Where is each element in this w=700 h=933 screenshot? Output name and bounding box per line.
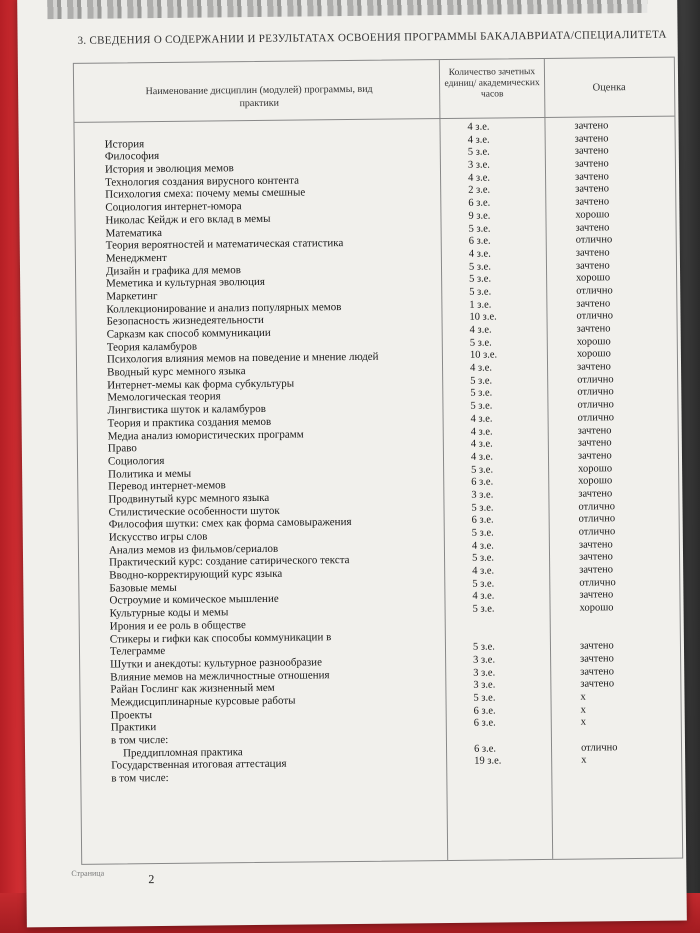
credit-units: 4 з.е.: [470, 438, 493, 450]
discipline-name: Проекты: [110, 708, 153, 722]
credit-units: 6 з.е.: [473, 717, 496, 730]
grade-value: отлично: [576, 310, 614, 322]
discipline-name: Государственная итоговая аттестация: [111, 758, 287, 772]
document-page: [17, 0, 687, 927]
grade-value: отлично: [575, 234, 613, 246]
header-grade: Оценка: [592, 82, 626, 94]
discipline-name: Технология создания вирусного контента: [105, 174, 299, 189]
grade-value: хорошо: [575, 209, 610, 221]
table-header: [74, 58, 675, 123]
credit-units: 3 з.е.: [471, 489, 494, 501]
grade-value: х: [581, 754, 587, 766]
discipline-name: Политика и мемы: [108, 467, 192, 481]
credit-units: 5 з.е.: [473, 692, 496, 704]
discipline-name: Стилистические особенности шуток: [108, 504, 280, 519]
discipline-name: Перевод интернет-мемов: [108, 479, 226, 493]
discipline-name: История и эволюция мемов: [104, 162, 234, 176]
header-credits: Количество зачетных единиц/ академических часов: [444, 67, 540, 100]
credit-units: 4 з.е.: [472, 565, 495, 577]
grade-value: зачтено: [574, 120, 609, 132]
discipline-name: Райан Гослинг как жизненный мем: [110, 682, 275, 696]
grade-value: хорошо: [576, 348, 611, 361]
discipline-name: Телеграмме: [109, 645, 166, 658]
grade-value: [581, 767, 671, 768]
grade-value: [580, 627, 670, 628]
discipline-name: Николас Кейдж и его вклад в мемы: [105, 212, 271, 227]
header-discipline: Наименование дисциплин (модулей) программы, вид практики: [145, 83, 373, 110]
credit-units: 5 з.е.: [472, 641, 495, 653]
credit-units: 3 з.е.: [473, 667, 496, 679]
discipline-name: Анализ мемов из фильмов/сериалов: [108, 542, 279, 557]
discipline-name: Психология смеха: почему мемы смешные: [105, 186, 306, 202]
grades-table: [73, 57, 683, 865]
credit-units: 5 з.е.: [468, 223, 491, 235]
discipline-name: Математика: [105, 226, 162, 240]
discipline-name: Преддипломная практика: [123, 745, 243, 760]
grade-value: зачтено: [574, 145, 609, 158]
grade-value: отлично: [580, 741, 618, 754]
credit-units: 5 з.е.: [468, 261, 491, 273]
grade-value: зачтено: [576, 361, 611, 373]
discipline-name: Культурные коды и мемы: [109, 606, 229, 620]
grade-value: зачтено: [578, 488, 613, 500]
grade-value: зачтено: [575, 171, 609, 183]
discipline-name: Ирония и ее роль в обществе: [109, 618, 246, 633]
credit-units: 5 з.е.: [471, 502, 494, 514]
grade-value: зачтено: [578, 538, 613, 551]
grade-value: хорошо: [578, 462, 613, 475]
credit-units: 4 з.е.: [467, 121, 490, 133]
grade-value: отлично: [577, 412, 615, 424]
credit-units: 5 з.е.: [467, 146, 490, 159]
credit-units: 4 з.е.: [472, 590, 495, 603]
discipline-name: Дизайн и графика для мемов: [105, 263, 241, 278]
credit-units: 4 з.е.: [469, 362, 493, 374]
credit-units: 6 з.е.: [473, 705, 496, 717]
credit-units: 5 з.е.: [470, 400, 493, 412]
grade-value: зачтено: [578, 551, 613, 564]
discipline-name: Теория каламбуров: [106, 340, 198, 354]
page-label: Страница: [71, 868, 105, 878]
discipline-name: Медиа анализ юмористических программ: [107, 428, 304, 443]
discipline-name: Мемологическая теория: [107, 390, 221, 404]
credit-units: 5 з.е.: [469, 337, 492, 349]
credit-units: 3 з.е.: [467, 159, 490, 171]
grade-value: зачтено: [575, 221, 610, 234]
credit-units: 4 з.е.: [470, 413, 493, 425]
credit-units: [474, 730, 554, 731]
credit-units: 5 з.е.: [471, 552, 495, 565]
credit-units: 19 з.е.: [474, 755, 502, 768]
credit-units: 5 з.е.: [470, 387, 493, 400]
discipline-name: Вводно-корректирующий курс языка: [109, 567, 283, 582]
grade-value: хорошо: [578, 475, 613, 487]
grade-value: х: [580, 691, 586, 703]
discipline-name: Вводный курс мемного языка: [107, 365, 246, 379]
grade-value: отлично: [577, 399, 614, 411]
credit-units: 5 з.е.: [469, 286, 492, 298]
discipline-name: Интернет-мемы как форма субкультуры: [107, 377, 295, 392]
credit-units: 6 з.е.: [471, 476, 494, 489]
credit-units: 10 з.е.: [469, 311, 497, 324]
credit-units: 6 з.е.: [471, 514, 494, 527]
discipline-name: Стикеры и гифки как способы коммуникации в: [109, 630, 332, 646]
discipline-name: Практический курс: создание сатирического текста: [109, 554, 350, 569]
grade-value: хорошо: [576, 335, 611, 348]
discipline-name: Менеджмент: [105, 251, 167, 265]
credit-units: 4 з.е.: [470, 426, 493, 438]
grade-value: зачтено: [576, 297, 611, 310]
credit-units: 5 з.е.: [470, 375, 493, 387]
grade-value: [581, 729, 671, 730]
credit-units: 4 з.е.: [468, 172, 491, 184]
credit-units: [474, 768, 554, 769]
grade-value: зачтено: [580, 678, 615, 690]
grade-value: хорошо: [579, 602, 614, 614]
discipline-name: Маркетинг: [106, 289, 158, 303]
grade-value: отлично: [578, 526, 616, 538]
credit-units: 5 з.е.: [469, 273, 492, 286]
decorative-border: [47, 0, 647, 19]
discipline-name: Остроумие и комическое мышление: [109, 593, 279, 607]
discipline-name: Безопасность жизнедеятельности: [106, 314, 264, 328]
grade-value: зачтено: [580, 665, 615, 678]
credit-units: [473, 616, 553, 617]
grade-value: зачтено: [577, 450, 612, 462]
grade-value: х: [580, 704, 586, 716]
grade-value: отлично: [578, 513, 616, 525]
grade-value: зачтено: [577, 437, 612, 449]
credit-units: 4 з.е.: [470, 451, 493, 463]
table-body: [74, 120, 681, 786]
grade-value: [580, 614, 670, 615]
discipline-name: Практики: [110, 721, 157, 734]
discipline-name: Шутки и анекдоты: культурное разнообразие: [110, 656, 322, 671]
grade-value: отлично: [576, 285, 613, 297]
grade-value: хорошо: [576, 272, 611, 284]
grade-value: х: [580, 716, 587, 728]
credit-units: [473, 628, 553, 629]
credit-units: 4 з.е.: [467, 134, 490, 146]
grade-value: зачтено: [574, 158, 609, 170]
discipline-name: Философия: [104, 150, 160, 163]
discipline-name: Базовые мемы: [109, 581, 177, 595]
grade-value: зачтено: [575, 247, 610, 259]
credit-units: 10 з.е.: [469, 349, 498, 362]
credit-units: 5 з.е.: [471, 464, 494, 476]
credit-units: 6 з.е.: [468, 197, 491, 209]
discipline-name: Междисциплинарные курсовые работы: [110, 694, 296, 709]
discipline-name: Теория вероятностей и математическая статистика: [105, 237, 344, 252]
grade-value: зачтено: [577, 424, 612, 437]
grade-value: зачтено: [574, 132, 609, 145]
grade-value: отлично: [577, 386, 614, 399]
credit-units: 5 з.е.: [471, 527, 494, 539]
discipline-name: Искусство игры слов: [108, 530, 208, 544]
discipline-name: Психология влияния мемов на поведение и мнение людей: [106, 351, 379, 366]
grade-value: зачтено: [580, 653, 614, 665]
discipline-name: в том числе:: [110, 733, 169, 747]
credit-units: 4 з.е.: [471, 540, 494, 552]
grade-value: зачтено: [576, 323, 611, 335]
page-number: 2: [148, 872, 155, 887]
credit-units: 6 з.е.: [473, 743, 497, 755]
discipline-name: Философия шутки: смех как форма самовыражения: [108, 516, 352, 531]
credit-units: 9 з.е.: [468, 210, 491, 222]
credit-units: 4 з.е.: [469, 324, 492, 336]
discipline-name: Коллекционирование и анализ популярных мемов: [106, 300, 342, 316]
grade-value: зачтено: [579, 564, 614, 576]
discipline-name: Продвинутый курс мемного языка: [108, 491, 270, 506]
grade-value: зачтено: [575, 259, 610, 272]
credit-units: 6 з.е.: [468, 235, 491, 247]
grade-value: отлично: [579, 576, 616, 589]
discipline-name: Социология интернет-юмора: [105, 200, 242, 214]
credit-units: 5 з.е.: [472, 603, 495, 615]
credit-units: 3 з.е.: [473, 679, 496, 691]
discipline-name: Право: [107, 442, 137, 455]
discipline-name: Социология: [107, 454, 165, 468]
discipline-name: История: [104, 137, 145, 151]
discipline-name: Меметика и культурная эволюция: [106, 276, 265, 290]
credit-units: 5 з.е.: [472, 578, 495, 590]
credit-units: 2 з.е.: [468, 184, 491, 197]
section-title: 3. СВЕДЕНИЯ О СОДЕРЖАНИИ И РЕЗУЛЬТАТАХ ОСВОЕНИЯ ПРОГРАММЫ БАКАЛАВРИАТА/СПЕЦИАЛИТЕТА: [77, 28, 667, 47]
credit-units: 1 з.е.: [469, 299, 492, 311]
credit-units: 4 з.е.: [468, 248, 491, 260]
grade-value: зачтено: [579, 589, 614, 602]
grade-value: зачтено: [579, 640, 614, 652]
credit-units: 3 з.е.: [473, 654, 496, 666]
discipline-name: Влияние мемов на межличностные отношения: [110, 668, 330, 684]
discipline-name: Сарказм как способ коммуникации: [106, 326, 271, 341]
discipline-name: в том числе:: [111, 772, 169, 785]
discipline-name: Теория и практика создания мемов: [107, 415, 272, 430]
grade-value: зачтено: [575, 196, 610, 208]
grade-value: отлично: [578, 500, 616, 513]
grade-value: зачтено: [575, 183, 610, 196]
grade-value: отлично: [577, 374, 614, 386]
discipline-name: Лингвистика шуток и каламбуров: [107, 403, 266, 417]
